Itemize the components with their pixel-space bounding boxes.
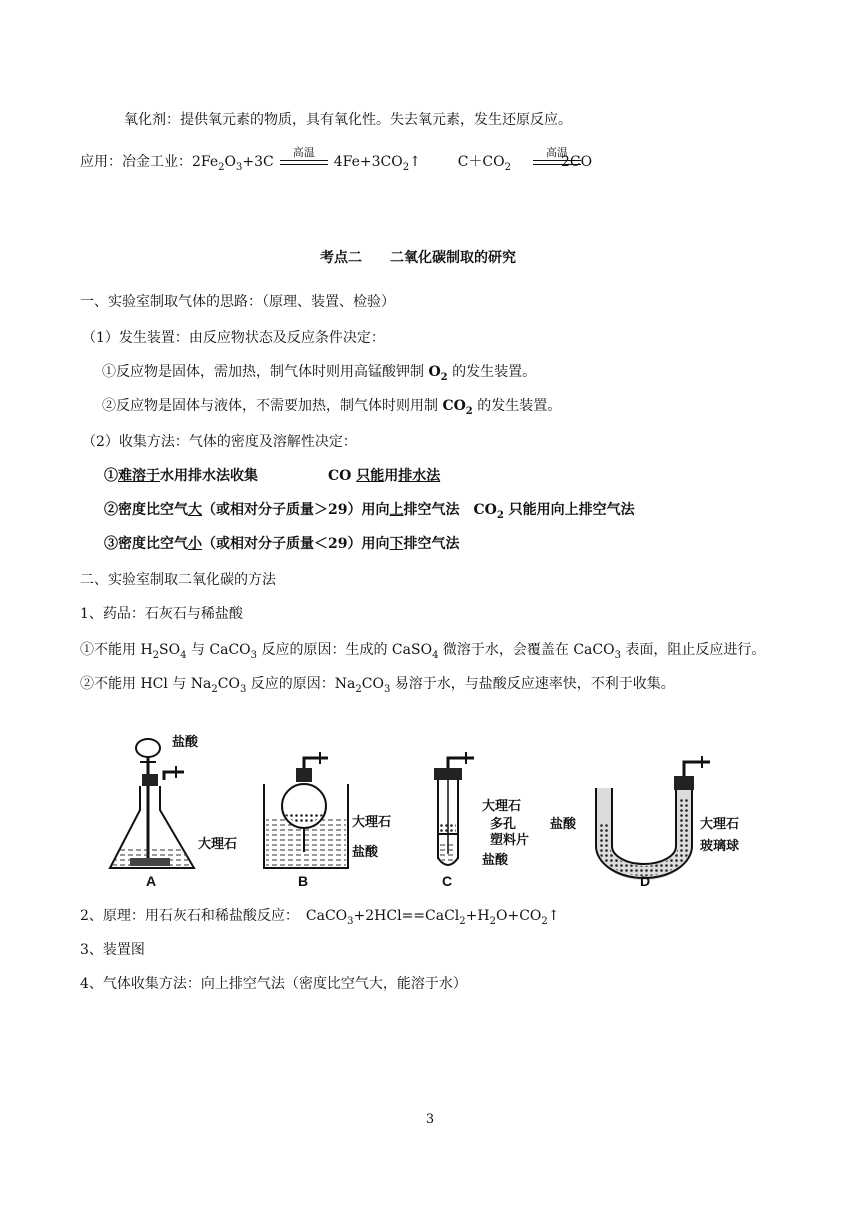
label-a-marble: 大理石 [198, 836, 238, 851]
label-d-glass-beads: 玻璃球 [700, 838, 740, 853]
co2-apparatus-figure [104, 718, 764, 890]
label-a-hydrochloric-acid: 盐酸 [172, 734, 199, 749]
part2-reason-1: ①不能用 $H_2SO_4$ 与 CaCO$_3$ 反应的原因：生成的 CaSO$_4$ 微溶于水，会覆盖在 CaCO$_3$ 表面，阻止反应进行。 [80, 642, 766, 661]
apparatus-d [550, 756, 739, 889]
part2-collection: 4、气体收集方法：向上排空气法（密度比空气大，能溶于水） [80, 976, 467, 992]
label-d-acid: 盐酸 [550, 816, 577, 831]
apparatus-a [110, 734, 237, 889]
equation-2-right: 2CO [561, 154, 593, 170]
part2-apparatus-heading: 3、装置图 [80, 942, 145, 958]
part1-item1: ①反应物是固体，需加热，制气体时则用高锰酸钾制 $O_2$ 的发生装置。 [102, 364, 537, 383]
label-c-marble: 大理石 [482, 798, 522, 813]
oxidant-definition: 氧化剂：提供氧元素的物质，具有氧化性。失去氧元素，发生还原反应。 [124, 112, 572, 128]
section-title: 考点二 二氧化碳制取的研究 [320, 250, 516, 266]
label-c-porous: 多孔 [490, 816, 517, 831]
equation-1-left: $2Fe_2O_3+3C$ [192, 154, 274, 173]
letter-a: A [146, 873, 157, 889]
equation-1-right: $4Fe+3CO_2↑$ [333, 154, 421, 173]
part2-drug: 1、药品：石灰石与稀盐酸 [80, 606, 243, 622]
application-line [80, 146, 593, 178]
apparatus-b [264, 752, 391, 889]
page-number: 3 [425, 1112, 435, 1127]
reaction-condition-2: 高温 [533, 156, 581, 168]
letter-d: D [640, 873, 651, 889]
collection-rule-1: ①难溶于水用排水法收集 CO 只能用排水法 [104, 468, 441, 484]
apparatus-c [434, 752, 529, 889]
part1-sub2: （2）收集方法：气体的密度及溶解性决定： [82, 434, 357, 450]
part2-principle: 2、原理：用石灰石和稀盐酸反应： $CaCO_3+2HCl==CaCl_2+H_2O+CO_2↑$ [80, 908, 560, 927]
label-c-plastic-plate: 塑料片 [490, 832, 530, 847]
label-c-acid: 盐酸 [482, 852, 509, 867]
part2-heading: 二、实验室制取二氧化碳的方法 [80, 572, 276, 588]
equation-2-left: $C+CO_2$ [457, 154, 511, 173]
part2-reason-2: ②不能用 HCl 与 $Na_2CO_3$ 反应的原因：$Na_2CO_3$ 易溶于水，与盐酸反应速率快，不利于收集。 [80, 676, 675, 695]
part1-item2: ②反应物是固体与液体，不需要加热，制气体时则用制 $CO_2$ 的发生装置。 [102, 398, 562, 417]
letter-c: C [442, 873, 453, 889]
label-b-marble: 大理石 [352, 814, 392, 829]
application-prefix: 应用：冶金工业： [80, 154, 192, 170]
collection-rule-2: ②密度比空气大（或相对分子质量＞29）用向上排空气法 $CO_2$ 只能用向上排空气法 [104, 502, 635, 521]
letter-b: B [298, 873, 309, 889]
reaction-condition-1: 高温 [280, 156, 328, 168]
label-b-acid: 盐酸 [352, 844, 379, 859]
part1-sub1: （1）发生装置：由反应物状态及反应条件决定： [82, 330, 385, 346]
label-d-marble: 大理石 [700, 816, 740, 831]
collection-rule-3: ③密度比空气小（或相对分子质量＜29）用向下排空气法 [104, 536, 460, 552]
part1-heading: 一、实验室制取气体的思路：（原理、装置、检验） [80, 294, 395, 310]
